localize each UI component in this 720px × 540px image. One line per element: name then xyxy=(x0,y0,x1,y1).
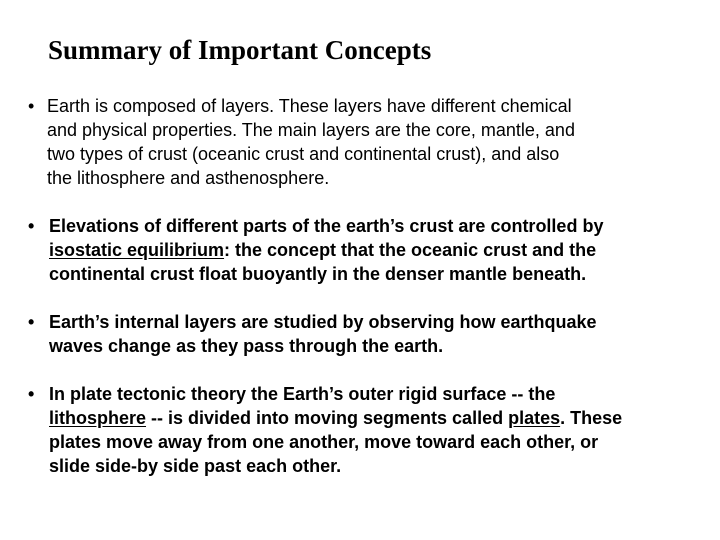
text-line: Earth’s internal layers are studied by observing how earthquake xyxy=(49,312,597,332)
text-line: and physical properties. The main layers are the core, mantle, and xyxy=(47,120,575,140)
text-line: slide side-by side past each other. xyxy=(49,456,342,476)
text-line xyxy=(49,238,603,262)
text-line: plates move away from one another, move toward each other, or xyxy=(49,432,599,452)
text-line: Earth is composed of layers. These layers have different chemical xyxy=(47,96,572,116)
term-lithosphere: lithosphere xyxy=(49,408,147,428)
text-line: two types of crust (oceanic crust and continental crust), and also xyxy=(47,144,560,164)
slide-title: Summary of Important Concepts xyxy=(48,35,432,65)
text-line xyxy=(49,406,622,430)
bullet-marker: • xyxy=(28,96,35,116)
term-plates: plates xyxy=(508,408,561,428)
text-segment: -- is divided into moving segments called xyxy=(146,408,509,428)
bullet-marker: • xyxy=(28,216,35,236)
text-segment: : the concept that the oceanic crust and the xyxy=(224,240,597,260)
text-line: continental crust float buoyantly in the denser mantle beneath. xyxy=(49,264,587,284)
bullet-marker: • xyxy=(28,384,35,404)
text-segment: . These xyxy=(560,408,623,428)
bullet-marker: • xyxy=(28,312,35,332)
text-line: waves change as they pass through the earth. xyxy=(49,336,444,356)
bullet-text xyxy=(49,214,603,286)
bullet-text xyxy=(49,382,622,478)
text-line: In plate tectonic theory the Earth’s outer rigid surface -- the xyxy=(49,384,556,404)
term-isostatic-equilibrium: isostatic equilibrium xyxy=(49,240,225,260)
bullet-text xyxy=(49,310,597,358)
bullet-text xyxy=(47,94,575,190)
text-line: the lithosphere and asthenosphere. xyxy=(47,168,330,188)
text-line: Elevations of different parts of the earth’s crust are controlled by xyxy=(49,216,604,236)
